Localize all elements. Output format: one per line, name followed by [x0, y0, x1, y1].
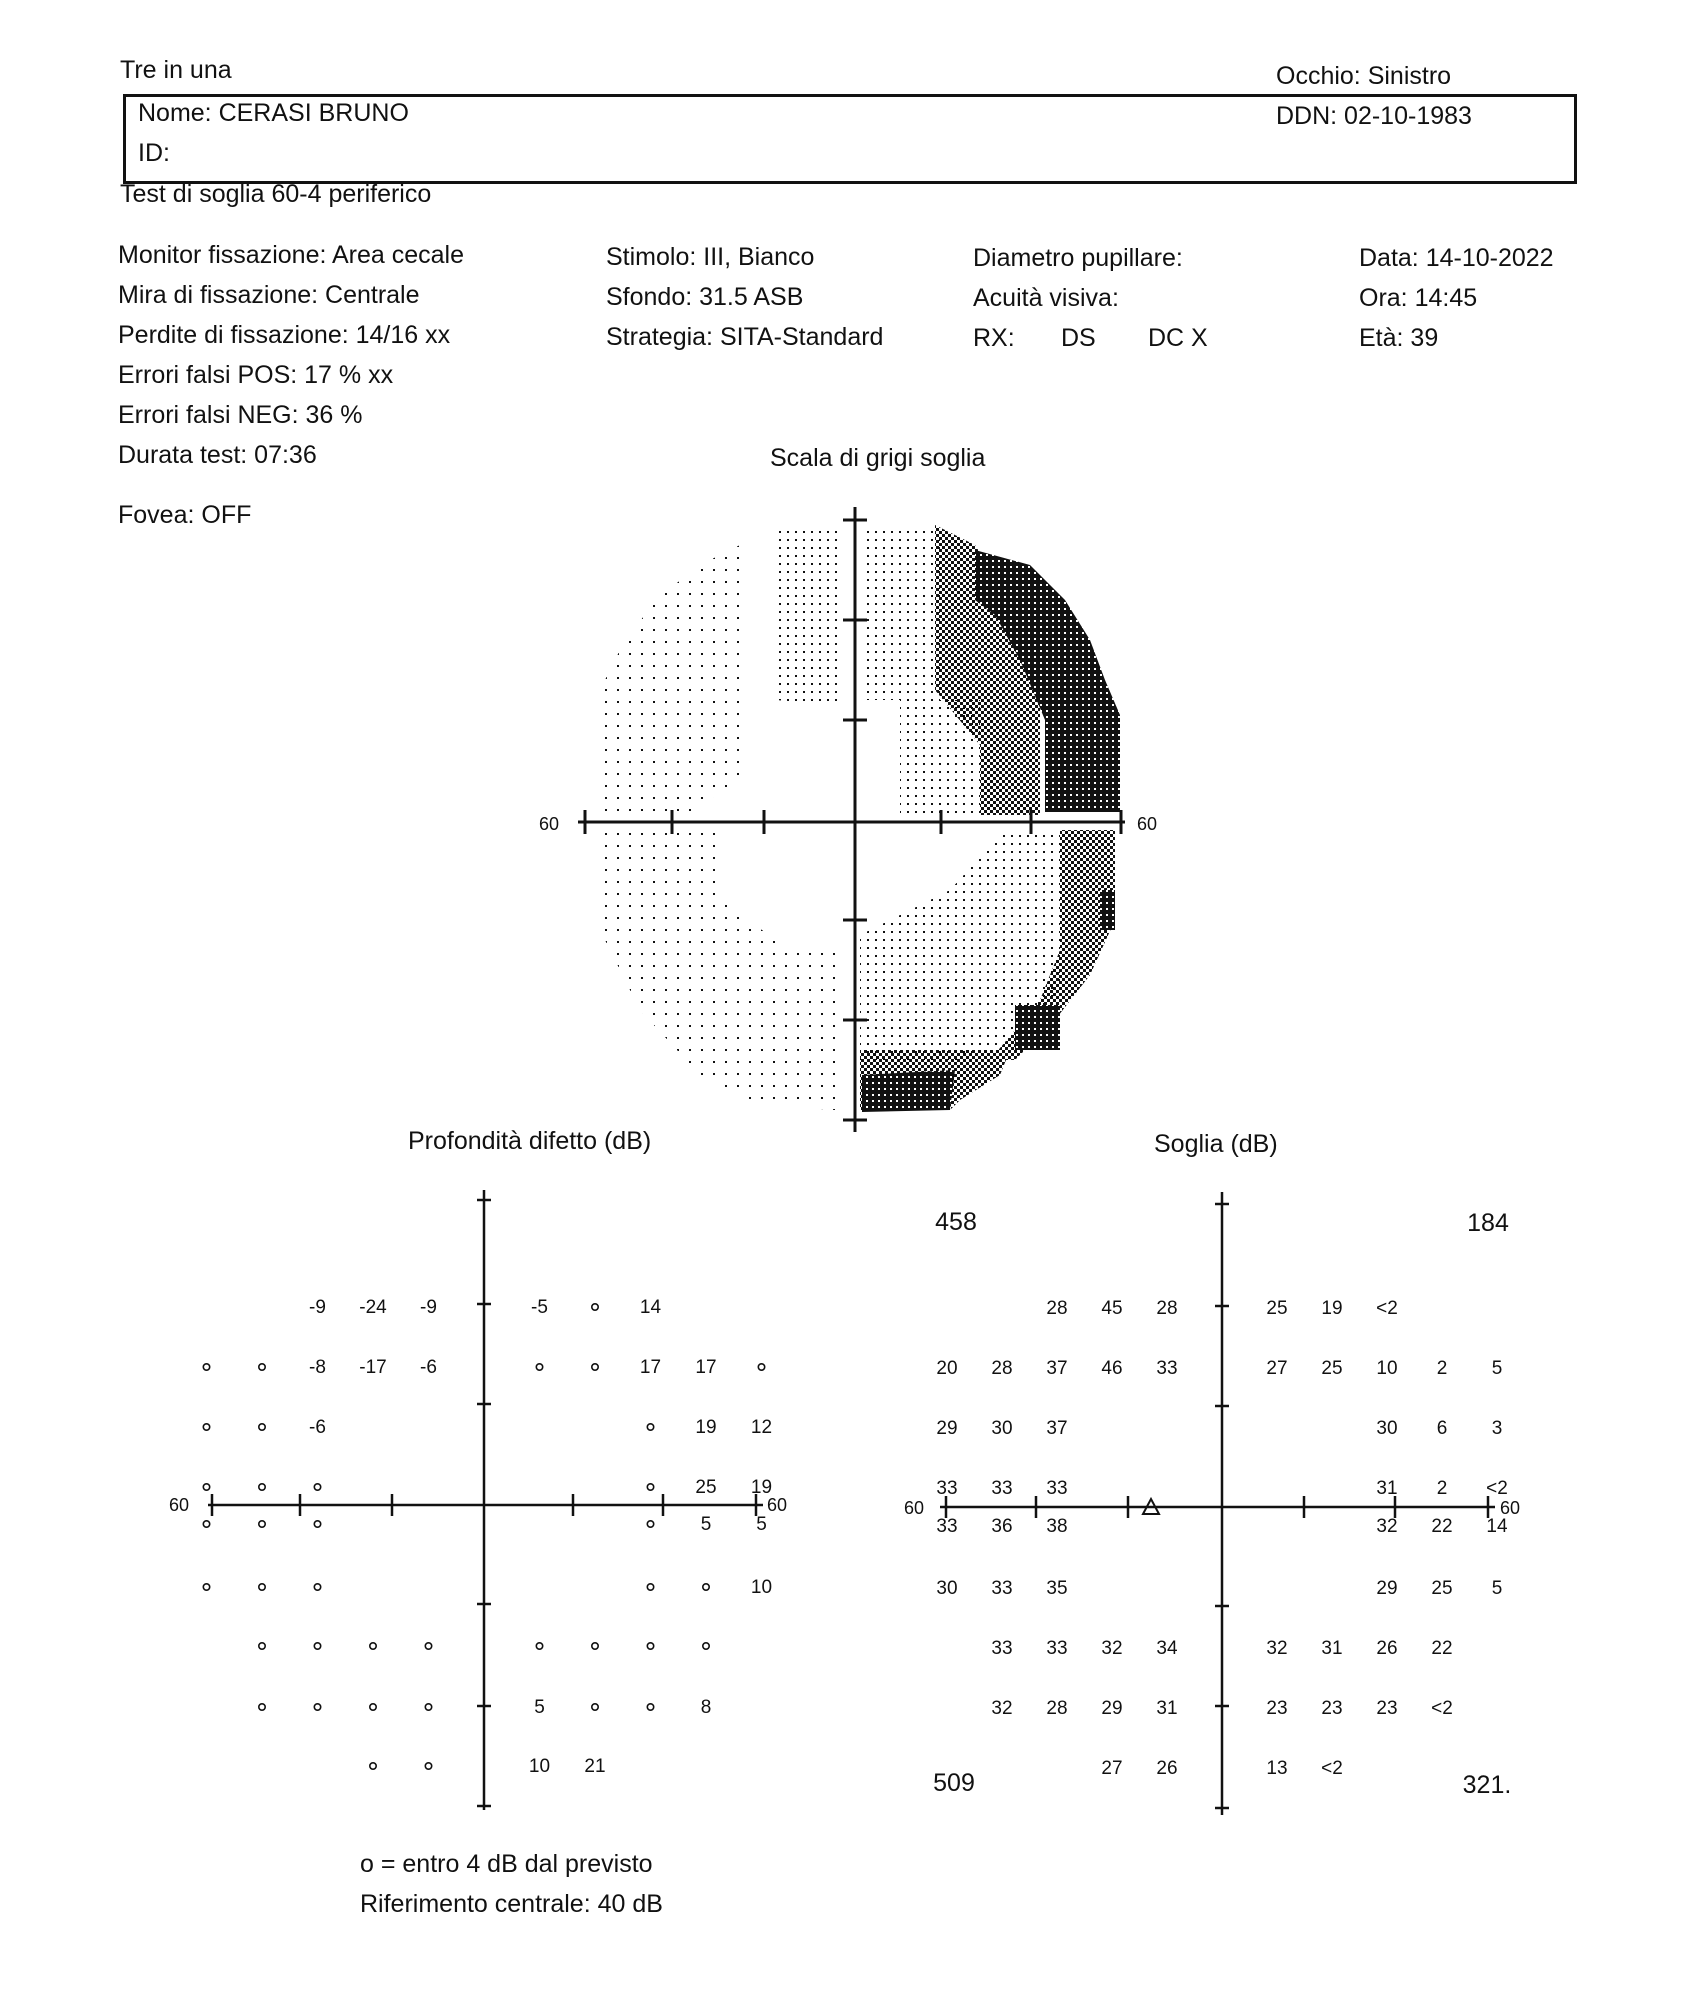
threshold-value: 45 [1101, 1298, 1123, 1319]
threshold-value: 22 [1431, 1516, 1453, 1537]
deviation-value-within-normal [259, 1584, 265, 1590]
deviation-value-within-normal [314, 1704, 320, 1710]
deviation-value-within-normal [203, 1584, 209, 1590]
threshold-value: 2 [1436, 1358, 1448, 1379]
threshold-value: 29 [1101, 1698, 1123, 1719]
threshold-value: 27 [1101, 1758, 1123, 1779]
threshold-value: <2 [1486, 1478, 1508, 1499]
deviation-value-within-normal [259, 1424, 265, 1430]
deviation-value-within-normal [758, 1364, 764, 1370]
deviation-value-within-normal [647, 1424, 653, 1430]
deviation-value: -6 [420, 1357, 437, 1378]
gray-region-upper-right-mid [900, 700, 980, 815]
threshold-plot [904, 1192, 1520, 1815]
threshold-value: 33 [1046, 1478, 1068, 1499]
threshold-value: 14 [1486, 1516, 1508, 1537]
threshold-value: <2 [1321, 1758, 1343, 1779]
threshold-value: 33 [991, 1478, 1013, 1499]
threshold-value: 6 [1436, 1418, 1448, 1439]
threshold-value: 30 [1376, 1418, 1398, 1439]
threshold-value: 30 [936, 1578, 958, 1599]
deviation-value: -5 [531, 1297, 548, 1318]
threshold-value: 29 [936, 1418, 958, 1439]
gray-region-upper-center [775, 525, 840, 705]
threshold-value: 28 [1046, 1698, 1068, 1719]
threshold-value: 33 [1156, 1358, 1178, 1379]
gray-region-bottom-dark [862, 1070, 955, 1112]
deviation-value-within-normal [259, 1704, 265, 1710]
param-date: Data: 14-10-2022 [1359, 244, 1554, 272]
deviation-axis-left-label: 60 [168, 1495, 190, 1515]
gray-region-lower-spot [1015, 1005, 1060, 1050]
deviation-value-within-normal [536, 1364, 542, 1370]
threshold-corner-bl: 509 [933, 1769, 975, 1797]
threshold-value: 32 [1266, 1638, 1288, 1659]
deviation-value: 21 [584, 1756, 606, 1777]
threshold-axis-right-label: 60 [1499, 1498, 1521, 1518]
threshold-value: 33 [1046, 1638, 1068, 1659]
deviation-reference: Riferimento centrale: 40 dB [360, 1890, 663, 1918]
threshold-value: 37 [1046, 1358, 1068, 1379]
deviation-value: 14 [639, 1297, 662, 1318]
deviation-value: -24 [359, 1297, 387, 1318]
threshold-value: 35 [1046, 1578, 1068, 1599]
param-strategy: Strategia: SITA-Standard [606, 323, 884, 351]
deviation-value-within-normal [425, 1763, 431, 1769]
threshold-value: 28 [1046, 1298, 1068, 1319]
param-duration: Durata test: 07:36 [118, 441, 317, 469]
eye-label: Occhio: Sinistro [1276, 62, 1452, 90]
deviation-value-within-normal [647, 1584, 653, 1590]
deviation-plot [169, 1190, 787, 1810]
threshold-value: 26 [1376, 1638, 1398, 1659]
threshold-title: Soglia (dB) [1154, 1130, 1278, 1158]
param-rx-label: RX: [973, 324, 1015, 352]
deviation-value: 5 [534, 1697, 545, 1718]
param-pupil: Diametro pupillare: [973, 244, 1183, 272]
threshold-value: 5 [1491, 1358, 1503, 1379]
threshold-value: 20 [936, 1358, 958, 1379]
threshold-corner-tl: 458 [935, 1208, 977, 1236]
deviation-legend: o = entro 4 dB dal previsto [360, 1850, 653, 1878]
threshold-value: 10 [1376, 1358, 1398, 1379]
deviation-value-within-normal [259, 1643, 265, 1649]
threshold-value: 46 [1101, 1358, 1123, 1379]
deviation-value: 8 [700, 1697, 712, 1718]
threshold-value: 2 [1436, 1478, 1448, 1499]
deviation-value-within-normal [425, 1643, 431, 1649]
gray-region-lower-left [595, 830, 835, 1110]
threshold-value: 31 [1321, 1638, 1343, 1659]
threshold-value: 28 [1156, 1298, 1178, 1319]
deviation-value-within-normal [259, 1484, 265, 1490]
threshold-value: 32 [991, 1698, 1013, 1719]
threshold-value: 19 [1321, 1298, 1343, 1319]
param-background: Sfondo: 31.5 ASB [606, 283, 804, 311]
param-rx-ds: DS [1061, 324, 1096, 352]
threshold-value: 23 [1376, 1698, 1398, 1719]
deviation-value-within-normal [592, 1304, 598, 1310]
deviation-value: 25 [695, 1477, 717, 1498]
param-fixation-losses: Perdite di fissazione: 14/16 xx [118, 321, 451, 349]
deviation-value-within-normal [703, 1584, 709, 1590]
threshold-value: 33 [991, 1638, 1013, 1659]
deviation-value: -6 [309, 1417, 326, 1438]
threshold-value: 30 [991, 1418, 1013, 1439]
deviation-value: 19 [750, 1477, 773, 1498]
deviation-value-within-normal [703, 1643, 709, 1649]
param-rx-dc: DC X [1148, 324, 1208, 352]
threshold-value: 37 [1046, 1418, 1068, 1439]
deviation-value-within-normal [314, 1521, 320, 1527]
deviation-title: Profondità difetto (dB) [408, 1127, 652, 1155]
deviation-value: -17 [359, 1357, 387, 1378]
threshold-value: 34 [1156, 1638, 1178, 1659]
app-title: Tre in una [120, 56, 232, 84]
param-false-neg: Errori falsi NEG: 36 % [118, 401, 363, 429]
grayscale-title: Scala di grigi soglia [770, 444, 986, 472]
deviation-value: 5 [756, 1514, 767, 1535]
deviation-value-within-normal [425, 1704, 431, 1710]
deviation-value-within-normal [370, 1763, 376, 1769]
threshold-corner-br: 321. [1462, 1771, 1512, 1799]
threshold-value: 31 [1376, 1478, 1398, 1499]
threshold-value: 36 [991, 1516, 1013, 1537]
deviation-value-within-normal [647, 1704, 653, 1710]
threshold-value: 26 [1156, 1758, 1178, 1779]
param-time: Ora: 14:45 [1359, 284, 1478, 312]
param-acuity: Acuità visiva: [973, 284, 1119, 312]
threshold-value: 25 [1266, 1298, 1288, 1319]
deviation-value-within-normal [203, 1364, 209, 1370]
threshold-value: 32 [1376, 1516, 1398, 1537]
threshold-value: 33 [991, 1578, 1013, 1599]
threshold-axis-left-label: 60 [903, 1498, 925, 1518]
threshold-value: 5 [1491, 1578, 1503, 1599]
deviation-value-within-normal [592, 1364, 598, 1370]
threshold-value: 13 [1266, 1758, 1288, 1779]
deviation-value: 19 [695, 1417, 717, 1438]
threshold-value: 28 [991, 1358, 1013, 1379]
deviation-value: 17 [639, 1357, 662, 1378]
param-fixation-monitor: Monitor fissazione: Area cecale [118, 241, 465, 269]
deviation-value-within-normal [647, 1484, 653, 1490]
threshold-value: 25 [1431, 1578, 1453, 1599]
param-age: Età: 39 [1359, 324, 1439, 352]
deviation-value-within-normal [536, 1643, 542, 1649]
deviation-value-within-normal [203, 1521, 209, 1527]
gray-region-lower-right-dark [1100, 890, 1115, 930]
threshold-value: 27 [1266, 1358, 1288, 1379]
param-stimulus: Stimolo: III, Bianco [606, 243, 815, 271]
deviation-value: -9 [420, 1297, 437, 1318]
threshold-value: <2 [1431, 1698, 1453, 1719]
param-false-pos: Errori falsi POS: 17 % xx [118, 361, 394, 389]
grayscale-plot [539, 507, 1157, 1132]
patient-dob: DDN: 02-10-1983 [1276, 102, 1472, 130]
deviation-value: 5 [700, 1514, 712, 1535]
threshold-value: 38 [1046, 1516, 1068, 1537]
threshold-value: 3 [1491, 1418, 1503, 1439]
patient-id: ID: [138, 139, 170, 167]
deviation-value: 17 [695, 1357, 717, 1378]
deviation-value-within-normal [203, 1484, 209, 1490]
deviation-axis-right-label: 60 [766, 1495, 788, 1515]
gray-region-upper-left [595, 545, 740, 818]
test-name: Test di soglia 60-4 periferico [120, 180, 432, 208]
threshold-value: 23 [1266, 1698, 1288, 1719]
deviation-value-within-normal [370, 1643, 376, 1649]
deviation-value: 10 [528, 1756, 551, 1777]
param-fixation-target: Mira di fissazione: Centrale [118, 281, 420, 309]
deviation-value-within-normal [314, 1643, 320, 1649]
threshold-value: 33 [936, 1516, 958, 1537]
threshold-value: 33 [936, 1478, 958, 1499]
deviation-value: -9 [309, 1297, 326, 1318]
threshold-value: 29 [1376, 1578, 1398, 1599]
deviation-value: 12 [750, 1417, 773, 1438]
threshold-value: 22 [1431, 1638, 1453, 1659]
deviation-value-within-normal [314, 1484, 320, 1490]
threshold-value: 31 [1156, 1698, 1178, 1719]
deviation-value-within-normal [647, 1521, 653, 1527]
deviation-value-within-normal [647, 1643, 653, 1649]
threshold-value: 25 [1321, 1358, 1343, 1379]
patient-name: Nome: CERASI BRUNO [138, 99, 409, 127]
deviation-value: 10 [750, 1577, 773, 1598]
deviation-value-within-normal [370, 1704, 376, 1710]
threshold-value: <2 [1376, 1298, 1398, 1319]
deviation-value-within-normal [592, 1643, 598, 1649]
deviation-value-within-normal [259, 1521, 265, 1527]
gray-region-upper-right-light [865, 525, 940, 700]
deviation-value-within-normal [203, 1424, 209, 1430]
deviation-value-within-normal [314, 1584, 320, 1590]
deviation-value-within-normal [259, 1364, 265, 1370]
grayscale-axis-right-label: 60 [1136, 814, 1158, 834]
threshold-corner-tr: 184 [1467, 1209, 1509, 1237]
threshold-value: 23 [1321, 1698, 1343, 1719]
deviation-value-within-normal [592, 1704, 598, 1710]
param-fovea: Fovea: OFF [118, 501, 252, 529]
grayscale-axis-left-label: 60 [538, 814, 560, 834]
threshold-value: 32 [1101, 1638, 1123, 1659]
deviation-value: -8 [309, 1357, 326, 1378]
